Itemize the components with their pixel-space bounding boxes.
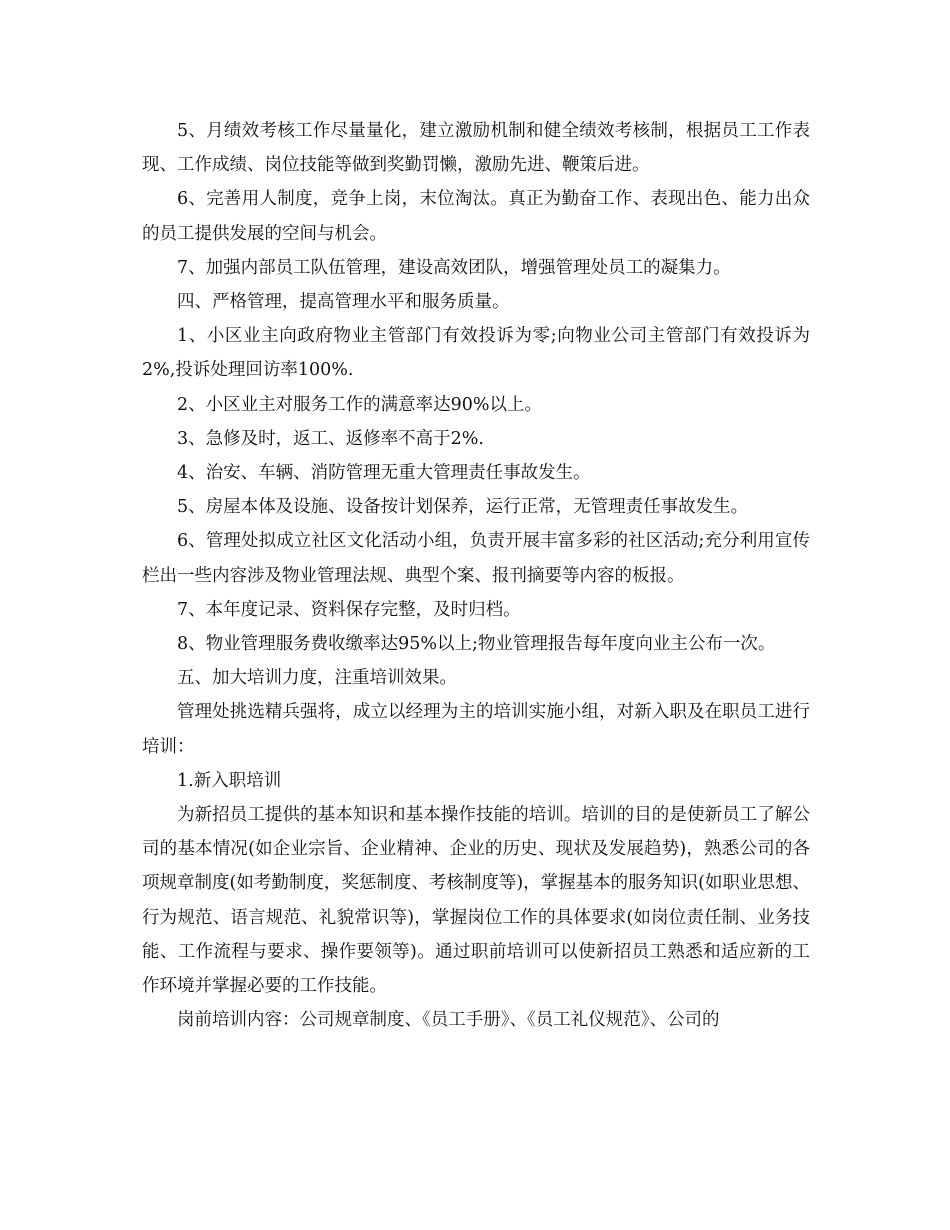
paragraph-item-5-performance: 5、月绩效考核工作尽量量化，建立激励机制和健全绩效考核制，根据员工工作表现、工作成绩、岗位技能等做到奖勤罚懒，激励先进、鞭策后进。 <box>142 121 810 176</box>
document-body <box>142 114 810 1037</box>
paragraph-item-6-staffing: 6、完善用人制度，竞争上岗，末位淘汰。真正为勤奋工作、表现出色、能力出众的员工提供发展的空间与机会。 <box>142 189 810 244</box>
paragraph-item-2-satisfaction: 2、小区业主对服务工作的满意率达90%以上。 <box>177 394 543 415</box>
paragraph-item-3-repairs: 3、急修及时，返工、返修率不高于2%. <box>177 428 484 449</box>
paragraph-item-8-fees: 8、物业管理服务费收缴率达95%以上;物业管理报告每年度向业主公布一次。 <box>177 634 776 655</box>
paragraph-item-5-maintenance: 5、房屋本体及设施、设备按计划保养，运行正常，无管理责任事故发生。 <box>177 497 749 518</box>
paragraph-item-7-team: 7、加强内部员工队伍管理，建设高效团队，增强管理处员工的凝集力。 <box>177 257 731 278</box>
paragraph-item-1-complaints: 1、小区业主向政府物业主管部门有效投诉为零;向物业公司主管部门有效投诉为2%,投诉处理回访率100%. <box>142 326 810 381</box>
paragraph-pre-job-content: 岗前培训内容：公司规章制度、《员工手册》、《员工礼仪规范》、公司的 <box>177 1010 720 1031</box>
paragraph-new-hire-details: 为新招员工提供的基本知识和基本操作技能的培训。培训的目的是使新员工了解公司的基本情况(如企业宗旨、企业精神、企业的历史、现状及发展趋势)，熟悉公司的各项规章制度(如考勤制度，奖惩制度、考核制度等)，掌握基本的服务知识(如职业思想、行为规范、语言规范、礼貌常识等)，掌握岗位工作的具体要求(如岗位责任制、业务技能、工作流程与要求、操作要领等)。通过职前培训可以使新招员工熟悉和适应新的工作环境并掌握必要的工作技能。 <box>142 805 810 997</box>
section-heading-5: 五、加大培训力度，注重培训效果。 <box>177 668 457 689</box>
paragraph-item-7-records: 7、本年度记录、资料保存完整，及时归档。 <box>177 599 521 620</box>
subheading-new-hire-training: 1.新入职培训 <box>177 770 282 791</box>
paragraph-training-intro: 管理处挑选精兵强将，成立以经理为主的培训实施小组，对新入职及在职员工进行培训： <box>142 702 810 757</box>
section-heading-4: 四、严格管理，提高管理水平和服务质量。 <box>177 292 510 313</box>
paragraph-item-6-community: 6、管理处拟成立社区文化活动小组，负责开展丰富多彩的社区活动;充分利用宣传栏出一些内容涉及物业管理法规、典型个案、报刊摘要等内容的板报。 <box>142 531 810 586</box>
paragraph-item-4-safety: 4、治安、车辆、消防管理无重大管理责任事故发生。 <box>177 463 591 484</box>
